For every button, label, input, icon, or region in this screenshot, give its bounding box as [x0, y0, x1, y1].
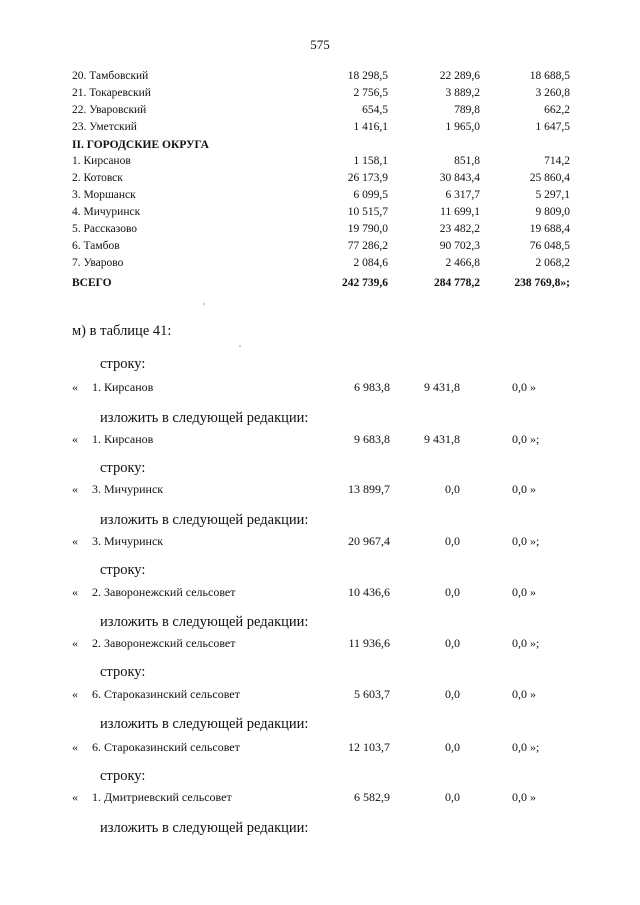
row-value-c3: 662,2: [544, 104, 570, 116]
table-row: [0, 277, 640, 294]
row-value-v3: 0,0 »: [512, 585, 536, 599]
row-value-c2: 30 843,4: [439, 172, 480, 184]
row-value-c2: 284 778,2: [434, 277, 480, 289]
row-value-c1: 1 158,1: [353, 155, 388, 167]
row-value-v1: 6 983,8: [354, 380, 390, 394]
row-value-v3: 0,0 »: [512, 790, 536, 804]
row-name: 22. Уваровский: [72, 104, 147, 116]
open-quote: «: [72, 636, 78, 650]
row-name: 21. Токаревский: [72, 87, 151, 99]
row-value-v2: 0,0: [445, 740, 460, 754]
row-value-c1: 26 173,9: [347, 172, 388, 184]
row-value-c3: 714,2: [544, 155, 570, 167]
intro-paragraph: м) в таблице 41:: [72, 323, 172, 339]
row-value-v2: 0,0: [445, 482, 460, 496]
row-value-v2: 0,0: [445, 636, 460, 650]
row-name: 3. Мичуринск: [92, 482, 164, 496]
table-row: [0, 189, 640, 206]
amendment-row: [0, 482, 640, 502]
row-value-v3: 0,0 »;: [512, 534, 540, 548]
label-new-edition: изложить в следующей редакции:: [100, 716, 309, 732]
row-value-v2: 9 431,8: [424, 380, 460, 394]
scan-speck: [203, 303, 205, 305]
row-name: 6. Староказинский сельсовет: [92, 687, 240, 701]
row-value-c1: 6 099,5: [353, 189, 388, 201]
row-value-c1: 10 515,7: [347, 206, 388, 218]
row-value-c2: 2 466,8: [445, 257, 480, 269]
table-row: [0, 139, 640, 156]
amendment-row: [0, 636, 640, 656]
row-value-c2: 1 965,0: [445, 121, 480, 133]
row-value-v1: 20 967,4: [348, 534, 390, 548]
amendment-row: [0, 585, 640, 605]
row-value-c2: 3 889,2: [445, 87, 480, 99]
row-name: 7. Уварово: [72, 257, 124, 269]
open-quote: «: [72, 432, 78, 446]
row-value-c1: 242 739,6: [342, 277, 388, 289]
row-value-v1: 12 103,7: [348, 740, 390, 754]
row-value-c3: 238 769,8»;: [514, 277, 570, 289]
row-value-v1: 5 603,7: [354, 687, 390, 701]
row-name: 1. Дмитриевский сельсовет: [92, 790, 232, 804]
row-value-c2: 851,8: [454, 155, 480, 167]
row-value-c1: 1 416,1: [353, 121, 388, 133]
row-value-v3: 0,0 »;: [512, 432, 540, 446]
row-value-c3: 25 860,4: [529, 172, 570, 184]
row-name: 23. Уметский: [72, 121, 137, 133]
open-quote: «: [72, 790, 78, 804]
open-quote: «: [72, 687, 78, 701]
open-quote: «: [72, 482, 78, 496]
amendment-row: [0, 790, 640, 810]
row-name: 2. Заворонежский сельсовет: [92, 585, 236, 599]
table-row: [0, 257, 640, 274]
row-value-c1: 2 084,6: [353, 257, 388, 269]
table-row: [0, 87, 640, 104]
label-new-edition: изложить в следующей редакции:: [100, 410, 309, 426]
row-value-v3: 0,0 »: [512, 482, 536, 496]
open-quote: «: [72, 585, 78, 599]
row-value-v2: 0,0: [445, 790, 460, 804]
label-new-edition: изложить в следующей редакции:: [100, 614, 309, 630]
label-row: строку:: [100, 768, 146, 784]
row-value-v1: 6 582,9: [354, 790, 390, 804]
row-value-c2: 789,8: [454, 104, 480, 116]
label-row: строку:: [100, 460, 146, 476]
row-value-v2: 0,0: [445, 687, 460, 701]
row-value-v1: 13 899,7: [348, 482, 390, 496]
row-value-v3: 0,0 »: [512, 687, 536, 701]
row-name: II. ГОРОДСКИЕ ОКРУГА: [72, 139, 209, 151]
row-value-c2: 11 699,1: [440, 206, 480, 218]
amendment-row: [0, 380, 640, 400]
row-value-c1: 77 286,2: [347, 240, 388, 252]
row-value-v1: 11 936,6: [348, 636, 390, 650]
row-value-c1: 2 756,5: [353, 87, 388, 99]
row-value-c3: 9 809,0: [535, 206, 570, 218]
row-value-c1: 654,5: [362, 104, 388, 116]
row-value-c3: 3 260,8: [535, 87, 570, 99]
open-quote: «: [72, 534, 78, 548]
row-name: 2. Котовск: [72, 172, 123, 184]
amendment-row: [0, 687, 640, 707]
row-name: ВСЕГО: [72, 277, 112, 289]
table-row: [0, 121, 640, 138]
row-value-v3: 0,0 »;: [512, 740, 540, 754]
row-value-c2: 23 482,2: [439, 223, 480, 235]
row-value-c3: 19 688,4: [529, 223, 570, 235]
table-row: [0, 104, 640, 121]
row-value-v1: 9 683,8: [354, 432, 390, 446]
label-row: строку:: [100, 664, 146, 680]
row-name: 1. Кирсанов: [72, 155, 131, 167]
table-row: [0, 206, 640, 223]
row-value-c2: 90 702,3: [439, 240, 480, 252]
open-quote: «: [72, 380, 78, 394]
amendment-row: [0, 432, 640, 452]
table-row: [0, 70, 640, 87]
row-value-v2: 9 431,8: [424, 432, 460, 446]
row-value-v3: 0,0 »: [512, 380, 536, 394]
scan-speck: [239, 345, 241, 347]
row-value-c1: 19 790,0: [347, 223, 388, 235]
row-value-v2: 0,0: [445, 534, 460, 548]
row-value-v3: 0,0 »;: [512, 636, 540, 650]
row-value-c3: 5 297,1: [535, 189, 570, 201]
open-quote: «: [72, 740, 78, 754]
row-name: 3. Мичуринск: [92, 534, 164, 548]
row-name: 6. Староказинский сельсовет: [92, 740, 240, 754]
page-number: 575: [310, 37, 330, 52]
label-new-edition: изложить в следующей редакции:: [100, 512, 309, 528]
row-value-v2: 0,0: [445, 585, 460, 599]
row-name: 6. Тамбов: [72, 240, 120, 252]
row-value-c3: 18 688,5: [529, 70, 570, 82]
row-value-c3: 76 048,5: [529, 240, 570, 252]
row-name: 4. Мичуринск: [72, 206, 141, 218]
row-value-c3: 1 647,5: [535, 121, 570, 133]
row-name: 1. Кирсанов: [92, 380, 154, 394]
table-row: [0, 223, 640, 240]
row-name: 1. Кирсанов: [92, 432, 154, 446]
label-row: строку:: [100, 562, 146, 578]
label-new-edition: изложить в следующей редакции:: [100, 820, 309, 836]
table-row: [0, 172, 640, 189]
amendment-row: [0, 534, 640, 554]
row-value-c2: 6 317,7: [445, 189, 480, 201]
row-name: 5. Рассказово: [72, 223, 138, 235]
row-name: 20. Тамбовский: [72, 70, 149, 82]
amendment-row: [0, 740, 640, 760]
row-name: 3. Моршанск: [72, 189, 136, 201]
row-value-c3: 2 068,2: [535, 257, 570, 269]
row-value-v1: 10 436,6: [348, 585, 390, 599]
label-row: строку:: [100, 356, 146, 372]
table-row: [0, 155, 640, 172]
row-value-c2: 22 289,6: [439, 70, 480, 82]
row-value-c1: 18 298,5: [347, 70, 388, 82]
table-row: [0, 240, 640, 257]
row-name: 2. Заворонежский сельсовет: [92, 636, 236, 650]
